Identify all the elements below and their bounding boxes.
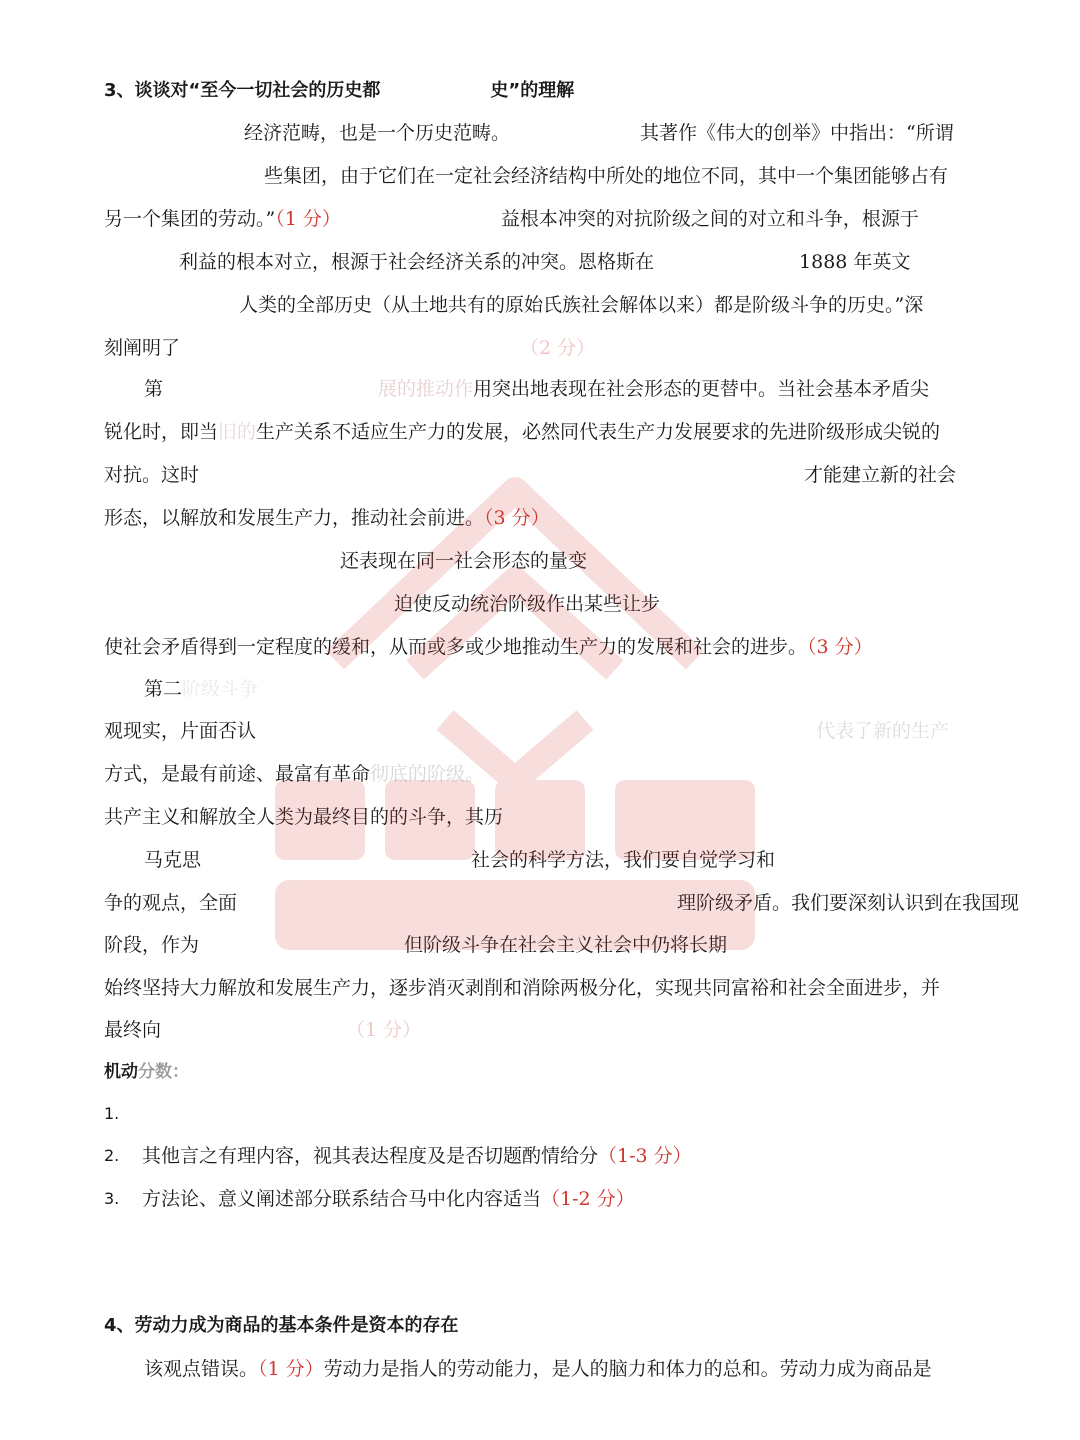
paragraph-line: 经济范畴，也是一个历史范畴。 其著作《伟大的创举》中指出：“所谓 xyxy=(244,122,954,144)
paragraph-line: 第二阶级斗争 xyxy=(144,678,259,700)
paragraph-line: 使社会矛盾得到一定程度的缓和，从而或多或少地推动生产力的发展和社会的进步。（3 分） xyxy=(104,636,873,658)
paragraph-line: 些集团，由于它们在一定社会经济结构中所处的地位不同，其中一个集团能够占有 xyxy=(264,165,949,187)
paragraph-line: 还表现在同一社会形态的量变 xyxy=(340,550,588,572)
question-3-title: 3、谈谈对“至今一切社会的历史都 史”的理解 xyxy=(104,80,575,101)
paragraph-line: 利益的根本对立，根源于社会经济关系的冲突。恩格斯在 1888 年英文 xyxy=(179,251,911,273)
score-label: （3 分） xyxy=(807,636,873,658)
list-item-text: 其他言之有理内容，视其表达程度及是否切题酌情给分（1-3 分） xyxy=(142,1145,692,1167)
paragraph-line: 马克思 社会的科学方法，我们要自觉学习和 xyxy=(144,849,776,871)
paragraph-line: 争的观点，全面 理阶级矛盾。我们要深刻认识到在我国现 xyxy=(104,892,1020,914)
paragraph-line: 对抗。这时 才能建立新的社会 xyxy=(104,464,957,486)
score-label: （1-2 分） xyxy=(541,1188,635,1210)
paragraph-line: 第 展的推动作用突出地表现在社会形态的更替中。当社会基本矛盾尖 xyxy=(144,378,930,400)
list-item-number: 2. xyxy=(104,1146,120,1165)
paragraph-line: 方式，是最有前途、最富有革命彻底的阶级。 xyxy=(104,763,485,785)
paragraph-line: 阶段，作为 但阶级斗争在社会主义社会中仍将长期 xyxy=(104,934,728,956)
paragraph-line: 人类的全部历史（从土地共有的原始氏族社会解体以来）都是阶级斗争的历史。”深 xyxy=(239,294,924,316)
score-label: （1-3 分） xyxy=(598,1145,692,1167)
list-item-number: 1. xyxy=(104,1104,120,1123)
score-label: （3 分） xyxy=(484,507,550,529)
paragraph-line: 形态，以解放和发展生产力，推动社会前进。（3 分） xyxy=(104,507,550,529)
paragraph-line: 迫使反动统治阶级作出某些让步 xyxy=(394,593,661,615)
paragraph-line: 刻阐明了 （2 分） xyxy=(104,337,596,359)
paragraph-line: 始终坚持大力解放和发展生产力，逐步消灭剥削和消除两极分化，实现共同富裕和社会全面进步，并 xyxy=(104,977,941,999)
paragraph-line: 该观点错误。（1 分）劳动力是指人的劳动能力，是人的脑力和体力的总和。劳动力成为商品是 xyxy=(144,1358,932,1380)
paragraph-line: 最终向 （1 分） xyxy=(104,1019,422,1041)
paragraph-line: 另一个集团的劳动。”（1 分） 益根本冲突的对抗阶级之间的对立和斗争，根源于 xyxy=(104,208,919,230)
score-label: （1 分） xyxy=(258,1358,324,1380)
list-item-text: 方法论、意义阐述部分联系结合马中化内容适当（1-2 分） xyxy=(142,1188,635,1210)
score-label: （1 分） xyxy=(275,208,341,230)
paragraph-line: 共产主义和解放全人类为最终目的的斗争，其历 xyxy=(104,806,504,828)
paragraph-line: 锐化时，即当旧的生产关系不适应生产力的发展，必然同代表生产力发展要求的先进阶级形成尖锐的 xyxy=(104,421,941,443)
question-4-title: 4、劳动力成为商品的基本条件是资本的存在 xyxy=(104,1315,459,1336)
paragraph-line: 观现实，片面否认 代表了新的生产 xyxy=(104,720,950,742)
extra-points-title: 机动分数： xyxy=(104,1062,189,1082)
list-item-number: 3. xyxy=(104,1189,120,1208)
